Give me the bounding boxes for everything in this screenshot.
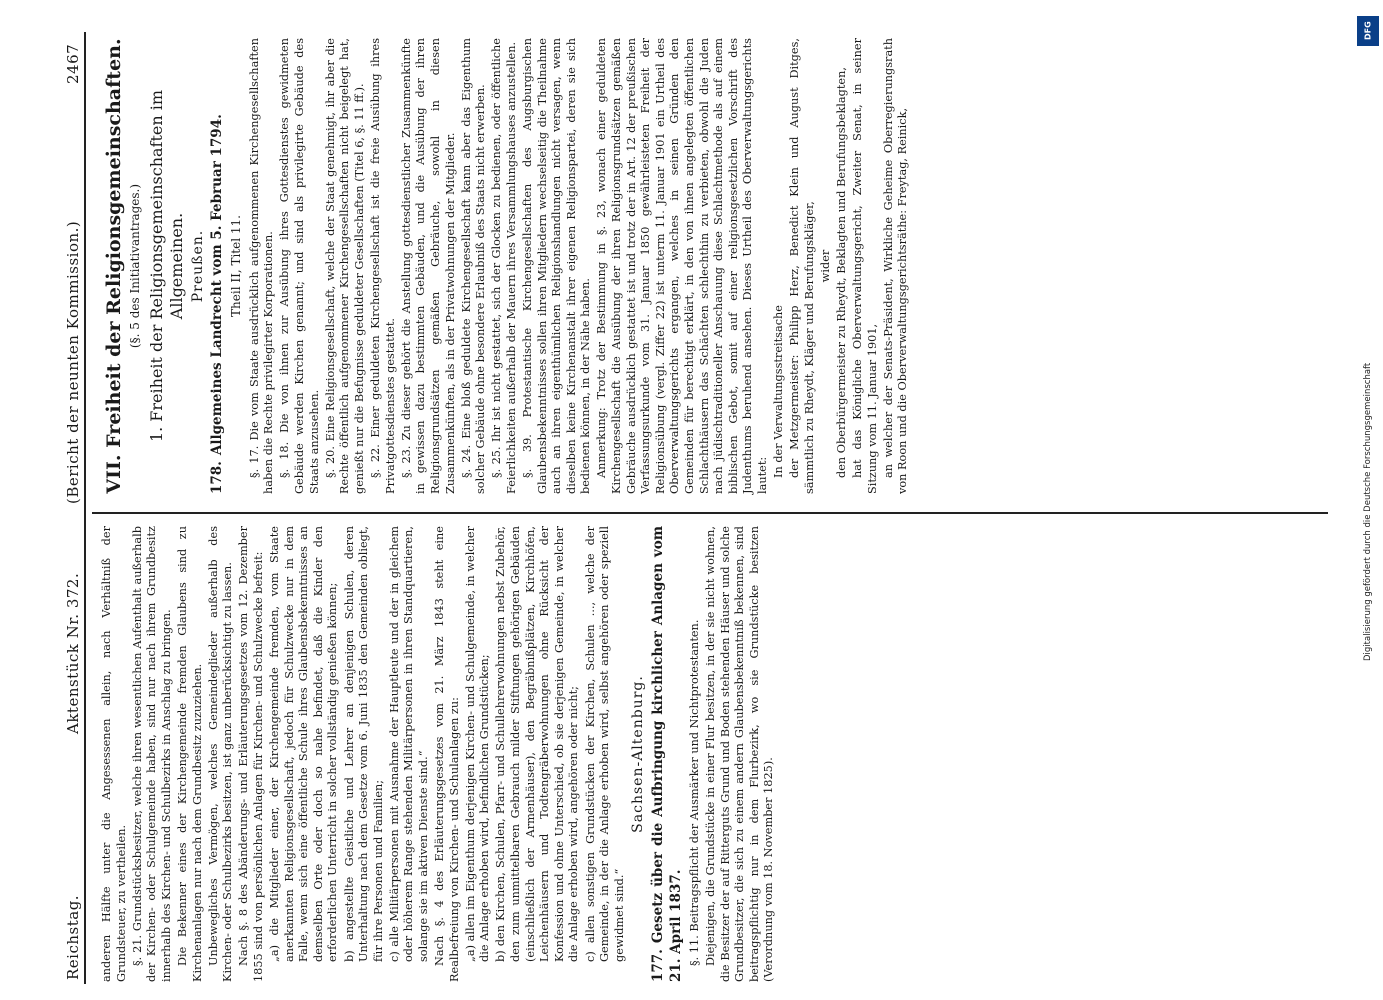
- state-heading: Preußen.: [189, 229, 206, 303]
- list-item: „a) die Mitglieder einer, der Kirchengemeinde fremden, vom Staate anerkannten Religionsgesellschaft, jedoch für Schulzwecke nur in dem Falle, wenn sich eine öffentliche Schule ihres Glaubensbekenntnisses an demselben Orte oder doch so nahe befindet, daß die Kinder den erforderlichen Unterricht in solcher vollständig genießen können;: [268, 526, 340, 962]
- law-number: 177.: [649, 949, 666, 982]
- column-divider: [92, 512, 1328, 514]
- paragraph: den Oberbürgermeister zu Rheydt, Beklagten und Berufungsbeklagten,: [834, 67, 848, 478]
- list-item: c) alle Militärpersonen mit Ausnahme der Hauptleute und der in gleichem oder höherem Range stehenden Militärpersonen in ihren Standquartieren, solange sie im aktiven Dienste sind.“: [387, 526, 430, 962]
- paragraph: Diejenigen, die Grundstücke in einer Flur besitzen, in der sie nicht wohnen, die Besitzer der auf Ritterguts Grund und Boden stehenden Häuser und solche Grundbesitzer, die sich zu einem andern Glaubensbekenntniß bekennen, sind beitragspflichtig nur in dem Flurbezirk, wo sie Grundstücke besitzen (Verordnung vom 18. November 1825).: [703, 526, 776, 982]
- paragraph: §. 20. Eine Religionsgesellschaft, welche der Staat genehmigt, ihr aber die Rechte öffentlich aufgenommener Kirchengesellschaften nicht beigelegt hat, genießt nur die Befugnisse geduldeter Gesellschaften (Titel 6, §. 11 ff.).: [323, 38, 366, 494]
- list-item: b) den Kirchen, Schulen, Pfarr- und Schullehrerwohnungen nebst Zubehör, den zum unmittelbaren Gebrauch milder Stiftungen gehörigen Gebäuden (einschließlich der Armenhäuser), den Begräbnißplätzen, Kirchhöfen, Leichenhäusern und Todtengräberwohnungen ohne Rücksicht der Konfession und ohne Unterschied, ob sie derjenigen Gemeinde, in welcher die Anlage erhoben wird, angehören oder nicht;: [494, 526, 581, 962]
- law-title: Allgemeines Landrecht vom 5. Februar 1794.: [209, 114, 226, 456]
- section-heading: 1. Freiheit der Religionsgemeinschaften im Allgemeinen.: [146, 89, 186, 443]
- chapter-heading: VII. Freiheit der Religionsgemeinschaften.: [103, 38, 125, 494]
- paragraph: §. 22. Einer geduldeten Kirchengesellschaft ist die freie Ausübung ihres Privatgottesdienstes gestattet.: [369, 38, 397, 494]
- law-number: 178.: [209, 461, 226, 494]
- left-column: [100, 526, 778, 982]
- header-document-number: Aktenstück Nr. 372.: [64, 572, 82, 734]
- paragraph: §. 39. Protestantische Kirchengesellschaften des Augsburgischen Glaubensbekenntnisses sollen ihren Mitgliedern wechselseitig die Theilnahme auch an ihren eigenthümlichen Religionshandlungen nicht versagen, wenn dieselben keine Kirchenanstalt ihrer eigenen Religionspartei, deren sie sich bedienen können, in der Nähe haben.: [520, 38, 593, 494]
- funding-watermark: [1355, 12, 1381, 988]
- header-commission: (Bericht der neunten Kommission.): [64, 220, 82, 504]
- paragraph: §. 17. Die vom Staate ausdrücklich aufgenommenen Kirchengesellschaften haben die Rechte privilegirter Korporationen.: [247, 38, 276, 494]
- paragraph: §. 11. Beitragspflicht der Ausmärker und Nichtprotestanten.: [687, 619, 701, 966]
- paragraph: §. 21. Grundstücksbesitzer, welche ihren wesentlichen Aufenthalt außerhalb der Kirchen- oder Schulgemeinde haben, sind nur nach ihrem Grundbesitz innerhalb des Kirchen- und Schulbezirks in Anschlag zu bringen.: [130, 526, 173, 982]
- header-left: Reichstag.: [64, 894, 82, 980]
- list-item: b) angestellte Geistliche und Lehrer an denjenigen Schulen, deren Unterhaltung nach dem Gesetze vom 6. Juni 1835 den Gemeinden obliegt, für ihre Personen und Familien;: [342, 526, 385, 962]
- list-item: „a) allen im Eigenthum derjenigen Kirchen- und Schulgemeinde, in welcher die Anlage erhoben wird, befindlichen Grundstücken;: [463, 526, 492, 962]
- watermark-text: Digitalisierung gefördert durch die Deutsche Forschungsgemeinschaft: [1363, 362, 1373, 662]
- dfg-logo: DFG: [1357, 16, 1379, 46]
- paragraph: §. 25. Ihr ist nicht gestattet, sich der Glocken zu bedienen, oder öffentliche Feierlichkeiten außerhalb der Mauern ihres Versammlungshauses anzustellen.: [490, 38, 518, 494]
- paragraph: Nach §. 8 des Abänderungs- und Erläuterungsgesetzes vom 12. Dezember 1855 sind von persönlichen Anlagen für Kirchen- und Schulzwecke befreit:: [237, 526, 265, 982]
- paragraph: §. 18. Die von ihnen zur Ausübung ihres Gottesdienstes gewidmeten Gebäude werden Kirchen genannt; und sind als privilegirte Gebäude des Staats anzusehen.: [278, 38, 321, 494]
- page-number: 2467: [64, 43, 82, 84]
- paragraph: Anmerkung: Trotz der Bestimmung in §. 23, wonach einer geduldeten Kirchengesellschaft die Ausübung der ihren Religionsgrundsätzen gemäßen Gebräuche ausdrücklich gestattet ist und trotz der in Art. 12 der preußischen Verfassungsurkunde vom 31. Januar 1850 gewährleisteten Freiheit der Religionsübung (vergl. Ziffer 22) ist unterm 11. Januar 1901 ein Urtheil des Oberverwaltungsgerichts ergangen, welches in seinen Gründen den Gemeinden für berechtigt erklärt, in den von ihnen angelegten öffentlichen Schlachthäusern das Schächten schlechthin zu verbieten, obwohl die Juden nach jüdischtraditioneller Anschauung diese Schlachtmethode als auf einem biblischen Gebot, somit auf einer religionsgesetzlichen Vorschrift des Judenthums beruhend ansehen. Dieses Urtheil des Oberverwaltungsgerichts lautet:: [595, 38, 769, 494]
- paragraph: wider: [818, 249, 832, 283]
- paragraph: §. 24. Eine bloß geduldete Kirchengesellschaft kann aber das Eigenthum solcher Gebäude ohne besondere Erlaubniß des Staats nicht erwerben.: [459, 38, 488, 494]
- right-column: [100, 38, 912, 494]
- law-heading: [208, 38, 226, 494]
- law-part: Theil II, Titel 11.: [229, 215, 244, 317]
- law-title: Gesetz über die Aufbringung kirchlicher Anlagen vom 21. April 1837.: [649, 526, 684, 982]
- paragraph: Nach §. 4 des Erläuterungsgesetzes vom 21. März 1843 steht eine Realbefreiung von Kirchen- und Schulanlagen zu:: [433, 526, 461, 982]
- paragraph: an welcher der Senats-Präsident, Wirkliche Geheime Oberregierungsrath von Roon und die Oberverwaltungsgerichtsräthe: Freytag, Reinick,: [881, 38, 910, 494]
- list-item: c) allen sonstigen Grundstücken der Kirchen, Schulen ..., welche der Gemeinde, in der die Anlage erhoben wird, selbst angehören oder speziell gewidmet sind.“: [583, 526, 626, 962]
- law-heading: [649, 526, 685, 982]
- state-heading: Sachsen-Altenburg.: [630, 675, 647, 833]
- chapter-subheading: (§. 5 des Initiativantrages.): [128, 183, 142, 349]
- paragraph: Die Bekenner eines der Kirchengemeinde fremden Glaubens sind zu Kirchenanlagen nur nach dem Grundbesitz zuzuziehen.: [175, 526, 204, 982]
- paragraph: hat das Königliche Oberverwaltungsgericht, Zweiter Senat, in seiner Sitzung vom 11. Januar 1901,: [851, 38, 879, 494]
- paragraph: der Metzgermeister: Philipp Herz, Benedict Klein und August Ditges, sämmtlich zu Rheydt, Kläger und Berufungskläger,: [788, 38, 816, 494]
- paragraph: §. 23. Zu dieser gehört die Anstellung gottesdienstlicher Zusammenkünfte in gewissen dazu bestimmten Gebäuden, und die Ausübung der ihren Religionsgrundsätzen gemäßen Gebräuche, sowohl in diesen Zusammenkünften, als in der Privatwohnungen der Mitglieder.: [399, 38, 457, 494]
- paragraph: anderen Hälfte unter die Angesessenen allein, nach Verhältniß der Grundsteuer, zu vertheilen.: [100, 526, 128, 982]
- header-rule: [84, 32, 86, 984]
- paragraph: In der Verwaltungsstreitsache: [772, 305, 786, 478]
- paragraph: Unbewegliches Vermögen, welches Gemeindeglieder außerhalb des Kirchen- oder Schulbezirks besitzen, ist ganz unberücksichtigt zu lassen.: [206, 526, 235, 982]
